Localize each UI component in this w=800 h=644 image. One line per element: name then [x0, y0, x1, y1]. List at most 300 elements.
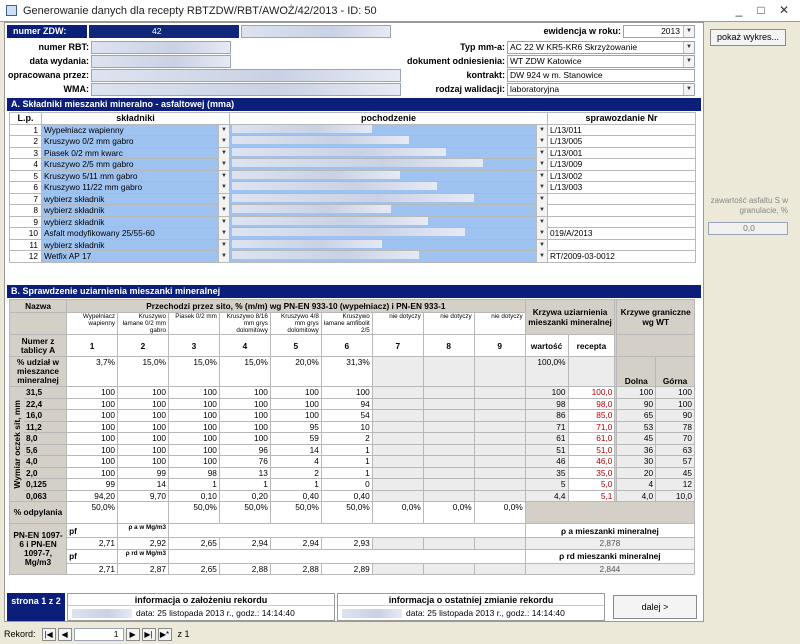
ewidencja-select[interactable]: 2013 ▼: [623, 25, 695, 38]
component-select[interactable]: Asfalt modyfikowany 25/55-60 ▼: [42, 228, 230, 240]
material-name: Piasek 0/2 mm: [168, 313, 219, 335]
col-lp: L.p.: [10, 113, 42, 125]
nazwa-header: Nazwa: [10, 300, 67, 313]
dolna-header: Dolna: [617, 357, 656, 387]
data-wydania-field[interactable]: [91, 55, 231, 68]
sieve-row: [10, 398, 695, 410]
component-select[interactable]: Piasek 0/2 mm kwarc ▼: [42, 147, 230, 159]
passing-value[interactable]: 100: [270, 387, 321, 399]
passing-value[interactable]: 1: [321, 444, 372, 456]
numer-zdw-field[interactable]: 42: [89, 25, 239, 38]
passing-value[interactable]: 98: [168, 467, 219, 479]
sieve-row: [10, 456, 695, 468]
chevron-down-icon: ▼: [536, 194, 547, 205]
recipe-value: 98,0: [568, 398, 615, 410]
passing-value[interactable]: 100: [219, 387, 270, 399]
material-name: nie dotyczy: [474, 313, 525, 335]
rodzaj-select[interactable]: laboratoryjna ▼: [507, 83, 695, 96]
component-select[interactable]: Kruszywo 2/5 mm gabro ▼: [42, 159, 230, 171]
upper-limit: 12: [656, 479, 695, 491]
chevron-down-icon: ▼: [218, 171, 229, 182]
passing-value[interactable]: 59: [270, 433, 321, 445]
sieve-row: [10, 410, 695, 422]
component-row: [10, 182, 696, 194]
lower-limit: 90: [617, 398, 656, 410]
component-row: [10, 251, 696, 263]
component-select[interactable]: Wetfix AP 17 ▼: [42, 251, 230, 263]
chevron-down-icon: ▼: [218, 148, 229, 159]
curve-value: 46: [525, 456, 568, 468]
curve-value: 100: [525, 387, 568, 399]
numer-rbt-label: numer RBT:: [38, 42, 89, 52]
recepta-header: recepta: [568, 335, 615, 357]
prd-mix-value: 2,844: [525, 563, 694, 575]
chevron-down-icon: ▼: [218, 240, 229, 251]
sieve-size: 31,5: [26, 387, 43, 398]
sieve-row: [10, 444, 695, 456]
prd-value[interactable]: 2,71: [67, 563, 118, 575]
pa-value[interactable]: 2,71: [67, 538, 118, 550]
chevron-down-icon: ▼: [536, 251, 547, 262]
kontrakt-label: kontrakt:: [466, 70, 505, 80]
component-row: [10, 124, 696, 136]
passing-value[interactable]: 100: [219, 410, 270, 422]
passing-value[interactable]: 100: [168, 410, 219, 422]
material-name: Kruszywo łamane amfibolit 2/5: [321, 313, 372, 335]
col-pochodzenie: pochodzenie: [230, 113, 548, 125]
passing-value[interactable]: 1: [270, 479, 321, 491]
next-page-button[interactable]: dalej >: [613, 595, 697, 619]
chevron-down-icon: ▼: [218, 194, 229, 205]
passing-value[interactable]: 100: [270, 398, 321, 410]
row-number: 8: [10, 205, 42, 217]
chevron-down-icon: ▼: [218, 159, 229, 170]
prd-value[interactable]: 2,87: [118, 563, 169, 575]
dokument-select[interactable]: WT ZDW Katowice ▼: [507, 55, 695, 68]
material-number: 5: [270, 335, 321, 357]
component-select[interactable]: wybierz składnik ▼: [42, 216, 230, 228]
sieve-size: 8,0: [26, 433, 38, 444]
record-number-input[interactable]: 1: [74, 628, 124, 641]
lower-limit: 45: [617, 433, 656, 445]
chevron-down-icon: ▼: [536, 148, 547, 159]
curve-value: 71: [525, 421, 568, 433]
origin-select[interactable]: [230, 216, 548, 228]
pa-value[interactable]: 2,94: [270, 538, 321, 550]
lower-limit: 30: [617, 456, 656, 468]
title-bar: [0, 0, 800, 22]
component-row: [10, 136, 696, 148]
numer-zdw-label: numer ZDW:: [7, 25, 87, 38]
passing-value[interactable]: 100: [219, 421, 270, 433]
report-number-field[interactable]: [548, 216, 696, 228]
row-number: 4: [10, 159, 42, 171]
passing-value[interactable]: 0,10: [168, 490, 219, 502]
recipe-value: 61,0: [568, 433, 615, 445]
recipe-value: 5,1: [568, 490, 615, 502]
recipe-value: 100,0: [568, 387, 615, 399]
material-number: 1: [67, 335, 118, 357]
wma-field[interactable]: [91, 83, 401, 96]
chevron-down-icon: ▼: [218, 125, 229, 136]
passing-value[interactable]: 100: [67, 410, 118, 422]
upper-limit: 100: [656, 398, 695, 410]
udzial-cell[interactable]: [423, 357, 474, 387]
origin-select[interactable]: [230, 147, 548, 159]
pf-label: pf: [67, 524, 118, 538]
material-name: nie dotyczy: [423, 313, 474, 335]
chevron-down-icon: ▼: [536, 217, 547, 228]
prd-value[interactable]: 2,65: [168, 563, 219, 575]
passing-value[interactable]: 100: [67, 444, 118, 456]
window-title: Generowanie danych dla recepty RBTZDW/RBT/AWOŻ/42/2013 - ID: 50: [23, 4, 377, 17]
grading-table: [9, 299, 695, 575]
chevron-down-icon: ▼: [218, 251, 229, 262]
opracowana-field[interactable]: [91, 69, 401, 82]
report-number-field[interactable]: 019/A/2013: [548, 228, 696, 240]
recipe-value: 51,0: [568, 444, 615, 456]
odpylania-cell[interactable]: 50,0%: [67, 502, 118, 524]
ewidencja-label: ewidencja w roku:: [543, 26, 621, 36]
row-number: 3: [10, 147, 42, 159]
recipe-value: 85,0: [568, 410, 615, 422]
component-select[interactable]: Kruszywo 5/11 mm gabro ▼: [42, 170, 230, 182]
show-chart-button[interactable]: pokaż wykres...: [710, 29, 786, 46]
new-record-icon[interactable]: ▶*: [158, 628, 172, 641]
passing-value[interactable]: 100: [168, 421, 219, 433]
passing-value[interactable]: 100: [67, 456, 118, 468]
udzial-cell[interactable]: 15,0%: [118, 357, 169, 387]
component-row: [10, 147, 696, 159]
chevron-down-icon: ▼: [218, 136, 229, 147]
last-record-icon[interactable]: ▶|: [142, 628, 156, 641]
passing-value[interactable]: 100: [118, 398, 169, 410]
przechodzi-header: Przechodzi przez sito, % (m/m) wg PN-EN 933-10 (wypełniacz) i PN-EN 933-1: [67, 300, 526, 313]
origin-select[interactable]: [230, 170, 548, 182]
origin-select[interactable]: [230, 182, 548, 194]
rodzaj-label: rodzaj walidacji:: [435, 84, 505, 94]
udzial-total: 100,0%: [525, 357, 568, 387]
prd-value[interactable]: 2,88: [270, 563, 321, 575]
passing-value[interactable]: 1: [219, 479, 270, 491]
pa-value[interactable]: 2,93: [321, 538, 372, 550]
sieve-size: 0,063: [26, 490, 47, 501]
odpylania-cell[interactable]: 0,0%: [372, 502, 423, 524]
sieve-row: [10, 479, 695, 491]
section-a-title: A. Składniki mieszanki mineralno - asfaltowej (mma): [7, 98, 701, 111]
passing-value[interactable]: 4: [270, 456, 321, 468]
component-row: [10, 170, 696, 182]
passing-value[interactable]: 10: [321, 421, 372, 433]
next-record-icon[interactable]: ▶: [126, 628, 140, 641]
component-row: [10, 228, 696, 240]
recipe-value: 5,0: [568, 479, 615, 491]
passing-value[interactable]: 54: [321, 410, 372, 422]
chevron-down-icon: ▼: [536, 125, 547, 136]
record-form: [4, 22, 704, 622]
recipe-value: 35,0: [568, 467, 615, 479]
passing-value[interactable]: 1: [321, 456, 372, 468]
numer-rbt-field[interactable]: [91, 41, 231, 54]
passing-value[interactable]: 100: [118, 444, 169, 456]
asphalt-content-label: zawartość asfaltu S w granulacie, %: [710, 196, 788, 215]
component-select[interactable]: wybierz składnik ▼: [42, 239, 230, 251]
passing-value[interactable]: 100: [168, 398, 219, 410]
material-number: 4: [219, 335, 270, 357]
passing-value[interactable]: 2: [321, 433, 372, 445]
passing-value[interactable]: 100: [67, 421, 118, 433]
odpylania-cell[interactable]: 50,0%: [321, 502, 372, 524]
material-number: 8: [423, 335, 474, 357]
passing-value[interactable]: 0,40: [270, 490, 321, 502]
passing-value[interactable]: 100: [168, 456, 219, 468]
passing-value[interactable]: 100: [118, 456, 169, 468]
component-select[interactable]: Kruszywo 0/2 mm gabro ▼: [42, 136, 230, 148]
passing-value[interactable]: 76: [219, 456, 270, 468]
passing-value[interactable]: 100: [118, 421, 169, 433]
numer-zdw-extra[interactable]: [241, 25, 391, 38]
lower-limit: 36: [617, 444, 656, 456]
row-number: 7: [10, 193, 42, 205]
component-row: [10, 193, 696, 205]
curve-value: 4,4: [525, 490, 568, 502]
maximize-icon[interactable]: □: [757, 3, 765, 17]
wartosc-header: wartość: [525, 335, 568, 357]
lower-limit: 100: [617, 387, 656, 399]
col-sprawozdanie: sprawozdanie Nr: [548, 113, 696, 125]
section-b-title: B. Sprawdzenie uziarnienia mieszanki mineralnej: [7, 285, 701, 298]
sieve-size: 16,0: [26, 410, 43, 421]
sieve-size: 5,6: [26, 444, 38, 455]
lower-limit: 20: [617, 467, 656, 479]
passing-value[interactable]: 100: [321, 387, 372, 399]
sieve-row: [10, 490, 695, 502]
page-indicator: strona 1 z 2: [7, 593, 65, 621]
report-number-field[interactable]: RT/2009-03-0012: [548, 251, 696, 263]
upper-limit: 70: [656, 433, 695, 445]
modified-by: [342, 609, 402, 618]
origin-select[interactable]: [230, 193, 548, 205]
passing-value[interactable]: 1: [168, 479, 219, 491]
sieve-size: 11,2: [26, 421, 42, 432]
wymiar-label: Wymiar oczek sit, mm: [12, 399, 22, 489]
passing-value[interactable]: 99: [67, 479, 118, 491]
odpylania-cell[interactable]: 0,0%: [423, 502, 474, 524]
origin-select[interactable]: [230, 205, 548, 217]
report-number-field[interactable]: [548, 205, 696, 217]
origin-select[interactable]: [230, 136, 548, 148]
origin-select[interactable]: [230, 239, 548, 251]
udzial-cell[interactable]: [372, 357, 423, 387]
pn-en-label: PN-EN 1097-6 i PN-EN 1097-7, Mg/m3: [10, 524, 67, 575]
pa-value[interactable]: 2,94: [219, 538, 270, 550]
chevron-down-icon: ▼: [683, 56, 694, 67]
record-count: z 1: [177, 629, 190, 639]
passing-value[interactable]: 1: [321, 467, 372, 479]
passing-value[interactable]: 94,20: [67, 490, 118, 502]
component-select[interactable]: Wypełniacz wapienny ▼: [42, 124, 230, 136]
pa-w-label: ρ a w Mg/m3: [118, 524, 169, 538]
report-number-field[interactable]: [548, 239, 696, 251]
passing-value[interactable]: 2: [270, 467, 321, 479]
passing-value[interactable]: 100: [219, 433, 270, 445]
upper-limit: 100: [656, 387, 695, 399]
modified-info-title: informacja o ostatniej zmianie rekordu: [338, 594, 604, 606]
asphalt-content-field[interactable]: 0,0: [708, 222, 788, 235]
chevron-down-icon: ▼: [536, 182, 547, 193]
created-info-title: informacja o założeniu rekordu: [68, 594, 334, 606]
component-select[interactable]: Kruszywo 11/22 mm gabro ▼: [42, 182, 230, 194]
component-row: [10, 205, 696, 217]
data-wydania-label: data wydania:: [29, 56, 89, 66]
prd-value[interactable]: 2,89: [321, 563, 372, 575]
row-number: 6: [10, 182, 42, 194]
passing-value[interactable]: 0: [321, 479, 372, 491]
material-name: nie dotyczy: [372, 313, 423, 335]
material-number: 9: [474, 335, 525, 357]
report-number-field[interactable]: L/13/001: [548, 147, 696, 159]
upper-limit: 57: [656, 456, 695, 468]
passing-value[interactable]: 100: [118, 433, 169, 445]
recipe-value: 46,0: [568, 456, 615, 468]
origin-select[interactable]: [230, 124, 548, 136]
report-number-field[interactable]: [548, 193, 696, 205]
minimize-icon[interactable]: _: [735, 3, 743, 17]
sieve-row: [10, 433, 695, 445]
report-number-field[interactable]: L/13/003: [548, 182, 696, 194]
odpylania-cell[interactable]: 50,0%: [219, 502, 270, 524]
lower-limit: 53: [617, 421, 656, 433]
passing-value[interactable]: 100: [168, 433, 219, 445]
component-row: [10, 216, 696, 228]
sieve-row: [10, 387, 695, 399]
passing-value[interactable]: 100: [67, 433, 118, 445]
lower-limit: 4,0: [617, 490, 656, 502]
odpylania-cell[interactable]: 50,0%: [270, 502, 321, 524]
odpylania-cell[interactable]: [118, 502, 169, 524]
row-number: 11: [10, 239, 42, 251]
origin-select[interactable]: [230, 251, 548, 263]
component-select[interactable]: wybierz składnik ▼: [42, 205, 230, 217]
udzial-cell[interactable]: 20,0%: [270, 357, 321, 387]
sieve-size: 0,125: [26, 479, 47, 490]
dokument-label: dokument odniesienia:: [406, 56, 505, 66]
prev-record-icon[interactable]: ◀: [58, 628, 72, 641]
passing-value[interactable]: 100: [270, 410, 321, 422]
prd-mix-label: ρ rd mieszanki mineralnej: [525, 549, 694, 563]
passing-value[interactable]: 100: [168, 387, 219, 399]
curve-value: 51: [525, 444, 568, 456]
udzial-cell[interactable]: [474, 357, 525, 387]
passing-value[interactable]: 100: [168, 444, 219, 456]
pa-value[interactable]: 2,92: [118, 538, 169, 550]
curve-value: 5: [525, 479, 568, 491]
sieve-size: 22,4: [26, 398, 43, 409]
origin-select[interactable]: [230, 228, 548, 240]
passing-value[interactable]: 100: [67, 398, 118, 410]
passing-value[interactable]: 9,70: [118, 490, 169, 502]
material-number: 6: [321, 335, 372, 357]
curve-value: 86: [525, 410, 568, 422]
upper-limit: 78: [656, 421, 695, 433]
passing-value[interactable]: 13: [219, 467, 270, 479]
record-label: Rekord:: [4, 629, 36, 639]
passing-value[interactable]: 100: [67, 387, 118, 399]
udzial-cell[interactable]: 15,0%: [219, 357, 270, 387]
sieve-row: [10, 421, 695, 433]
record-navigator: [0, 624, 800, 644]
report-number-field[interactable]: L/13/002: [548, 170, 696, 182]
pa-value[interactable]: 2,65: [168, 538, 219, 550]
report-number-field[interactable]: L/13/009: [548, 159, 696, 171]
passing-value[interactable]: 96: [219, 444, 270, 456]
material-name: Kruszywo łamane 0/2 mm gabro: [118, 313, 169, 335]
passing-value[interactable]: 0,20: [219, 490, 270, 502]
passing-value[interactable]: 100: [118, 387, 169, 399]
material-number: 2: [118, 335, 169, 357]
report-number-field[interactable]: L/13/011: [548, 124, 696, 136]
chevron-down-icon: ▼: [536, 240, 547, 251]
numer-label: Numer z tablicy A: [10, 335, 67, 357]
passing-value[interactable]: 100: [219, 398, 270, 410]
material-name: Kruszywo 4/8 mm grys dolomitowy: [270, 313, 321, 335]
kontrakt-field[interactable]: DW 924 w m. Stanowice: [507, 69, 695, 82]
passing-value[interactable]: 14: [270, 444, 321, 456]
upper-limit: 63: [656, 444, 695, 456]
curve-value: 98: [525, 398, 568, 410]
passing-value[interactable]: 100: [118, 410, 169, 422]
passing-value[interactable]: 99: [118, 467, 169, 479]
passing-value[interactable]: 94: [321, 398, 372, 410]
row-number: 1: [10, 124, 42, 136]
upper-limit: 45: [656, 467, 695, 479]
krzywa-header: Krzywa uziarnienia mieszanki mineralnej: [525, 300, 615, 335]
close-icon[interactable]: ✕: [778, 3, 790, 17]
typ-label: Typ mm-a:: [460, 42, 505, 52]
recipe-value: 71,0: [568, 421, 615, 433]
odpylania-cell[interactable]: 0,0%: [474, 502, 525, 524]
udzial-cell[interactable]: 15,0%: [168, 357, 219, 387]
upper-limit: 90: [656, 410, 695, 422]
components-table: [9, 112, 696, 263]
passing-value[interactable]: 95: [270, 421, 321, 433]
prd-w-label: ρ rd w Mg/m3: [118, 549, 169, 563]
created-info: [67, 593, 335, 621]
udzial-cell[interactable]: 3,7%: [67, 357, 118, 387]
first-record-icon[interactable]: |◀: [42, 628, 56, 641]
udzial-cell[interactable]: 31,3%: [321, 357, 372, 387]
prd-value[interactable]: 2,88: [219, 563, 270, 575]
passing-value[interactable]: 100: [67, 467, 118, 479]
passing-value[interactable]: 14: [118, 479, 169, 491]
report-number-field[interactable]: L/13/005: [548, 136, 696, 148]
typ-select[interactable]: AC 22 W KR5-KR6 Skrzyżowanie ▼: [507, 41, 695, 54]
passing-value[interactable]: 0,40: [321, 490, 372, 502]
pa-mix-value: 2,878: [525, 538, 694, 550]
chevron-down-icon: ▼: [218, 228, 229, 239]
opracowana-label: opracowana przez:: [7, 70, 89, 80]
origin-select[interactable]: [230, 159, 548, 171]
gorna-header: Górna: [656, 357, 695, 387]
wma-label: WMA:: [63, 84, 89, 94]
component-row: [10, 159, 696, 171]
odpylania-cell[interactable]: 50,0%: [168, 502, 219, 524]
chevron-down-icon: ▼: [218, 182, 229, 193]
created-date: data: 25 listopada 2013 r., godz.: 14:14:40: [136, 608, 295, 618]
chevron-down-icon: ▼: [683, 42, 694, 53]
component-select[interactable]: wybierz składnik ▼: [42, 193, 230, 205]
row-number: 5: [10, 170, 42, 182]
